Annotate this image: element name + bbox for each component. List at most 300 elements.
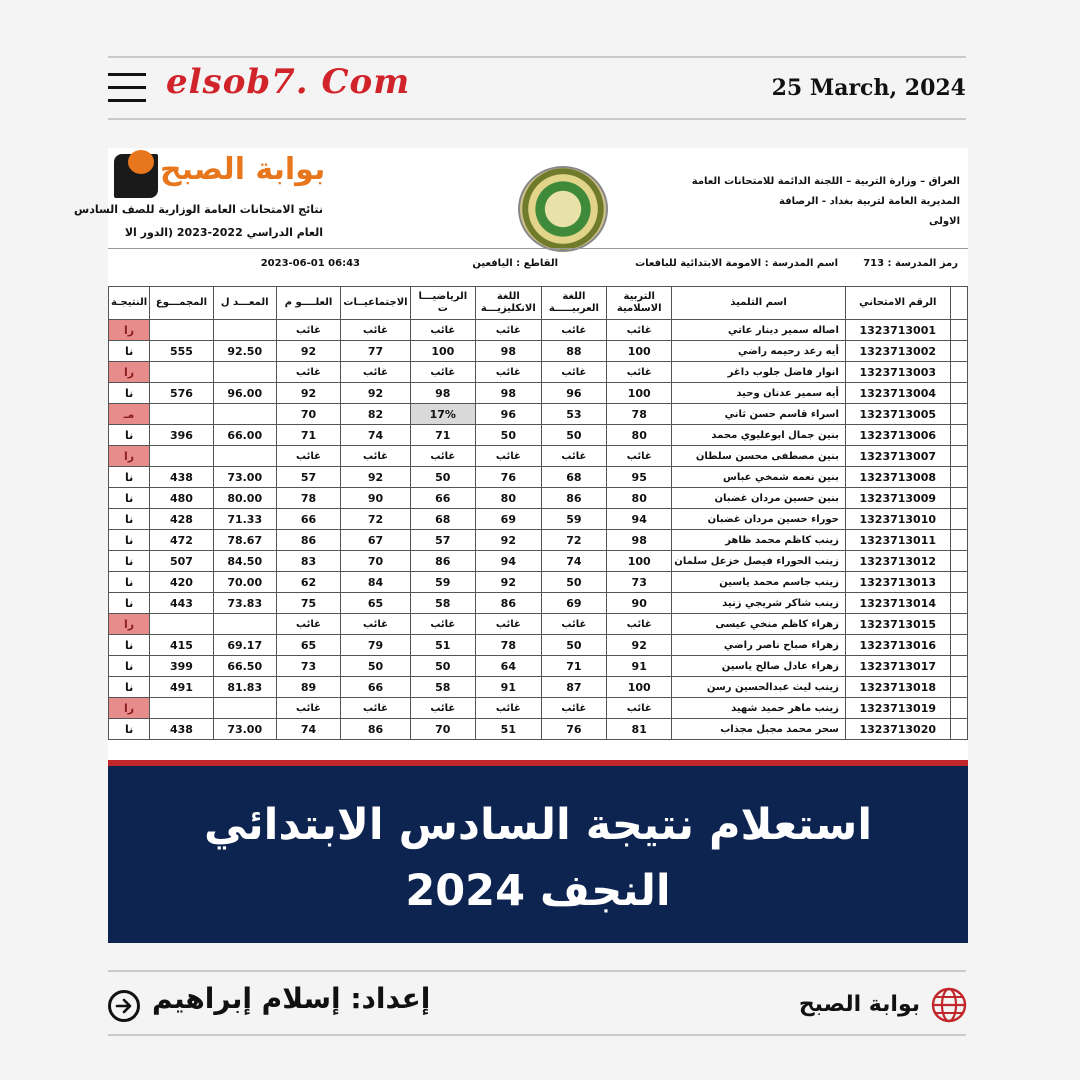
cell-id: 1323713019	[845, 698, 950, 719]
cell-total: 420	[150, 572, 214, 593]
footer-rule-bottom	[108, 1034, 966, 1036]
cell-total: 443	[150, 593, 214, 614]
cell-result: نا	[109, 572, 150, 593]
cell-english: 92	[475, 530, 541, 551]
document-divider	[108, 248, 968, 249]
cell-average: 78.67	[213, 530, 276, 551]
cell-arabic: 69	[541, 593, 606, 614]
cell-arabic: غائب	[541, 446, 606, 467]
cell-islamic: 100	[607, 551, 672, 572]
school-code: رمز المدرسة : 713	[863, 258, 958, 269]
row-edge-cell	[950, 530, 967, 551]
cell-social: 77	[341, 341, 410, 362]
site-logo	[114, 152, 326, 202]
cell-science: 70	[276, 404, 341, 425]
col-student: اسم التلميذ	[672, 287, 846, 320]
cell-english: 50	[475, 425, 541, 446]
arrow-right-circle-icon[interactable]	[108, 990, 140, 1022]
cell-name: زينب ليث عبدالحسين رسن	[672, 677, 846, 698]
cell-islamic: غائب	[607, 320, 672, 341]
cell-math: 86	[410, 551, 475, 572]
cell-result: نا	[109, 488, 150, 509]
cell-result: نا	[109, 593, 150, 614]
document-header	[74, 148, 968, 248]
cell-result: را	[109, 320, 150, 341]
cell-name: زينب ماهر حميد شهيد	[672, 698, 846, 719]
cell-id: 1323713017	[845, 656, 950, 677]
cell-arabic: 86	[541, 488, 606, 509]
cell-arabic: 96	[541, 383, 606, 404]
cell-arabic: 68	[541, 467, 606, 488]
globe-icon[interactable]	[930, 986, 968, 1024]
cell-english: غائب	[475, 698, 541, 719]
table-row	[109, 446, 968, 467]
cell-math: 98	[410, 383, 475, 404]
cell-total	[150, 614, 214, 635]
cell-math: غائب	[410, 698, 475, 719]
table-row	[109, 320, 968, 341]
cell-result: نا	[109, 635, 150, 656]
ministry-seal-icon	[518, 166, 608, 252]
cell-social: غائب	[341, 320, 410, 341]
cell-science: 92	[276, 383, 341, 404]
cell-total	[150, 362, 214, 383]
cell-name: سحر محمد مجبل مجذاب	[672, 719, 846, 740]
cell-islamic: 92	[607, 635, 672, 656]
cell-total	[150, 404, 214, 425]
cell-math: 59	[410, 572, 475, 593]
table-row	[109, 614, 968, 635]
cell-average: 96.00	[213, 383, 276, 404]
col-math: الرياضيـــا ت	[410, 287, 475, 320]
col-result: النتيجـة	[109, 287, 150, 320]
cell-social: 86	[341, 719, 410, 740]
cell-social: 66	[341, 677, 410, 698]
cell-id: 1323713015	[845, 614, 950, 635]
cell-id: 1323713011	[845, 530, 950, 551]
cell-average	[213, 446, 276, 467]
table-row	[109, 677, 968, 698]
cell-science: غائب	[276, 320, 341, 341]
cell-id: 1323713001	[845, 320, 950, 341]
cell-social: 74	[341, 425, 410, 446]
cell-science: 73	[276, 656, 341, 677]
cell-result: نا	[109, 383, 150, 404]
cell-total: 438	[150, 467, 214, 488]
cell-science: 62	[276, 572, 341, 593]
cell-id: 1323713018	[845, 677, 950, 698]
cell-total: 438	[150, 719, 214, 740]
cell-math: غائب	[410, 614, 475, 635]
cell-result: نا	[109, 656, 150, 677]
table-row	[109, 530, 968, 551]
cell-arabic: 74	[541, 551, 606, 572]
cell-social: 92	[341, 383, 410, 404]
row-edge-cell	[950, 572, 967, 593]
cell-arabic: 71	[541, 656, 606, 677]
cell-islamic: 73	[607, 572, 672, 593]
table-row	[109, 404, 968, 425]
ministry-block	[692, 172, 960, 232]
cell-total: 428	[150, 509, 214, 530]
cell-english: 76	[475, 467, 541, 488]
col-average: المعـــد ل	[213, 287, 276, 320]
cell-english: 78	[475, 635, 541, 656]
cell-name: زينب كاظم محمد ظاهر	[672, 530, 846, 551]
ministry-line: العراق – وزارة التربية – اللجنة الدائمة للامتحانات العامة	[691, 176, 960, 187]
cell-science: 65	[276, 635, 341, 656]
cell-english: غائب	[475, 320, 541, 341]
cell-social: 70	[341, 551, 410, 572]
cell-total: 491	[150, 677, 214, 698]
round-line: الاولى	[929, 216, 960, 227]
cell-result: نا	[109, 530, 150, 551]
cell-islamic: 81	[607, 719, 672, 740]
cell-social: غائب	[341, 446, 410, 467]
cell-id: 1323713005	[845, 404, 950, 425]
cell-english: 98	[475, 341, 541, 362]
cell-result: نا	[109, 467, 150, 488]
cell-result: نا	[109, 509, 150, 530]
cell-total: 480	[150, 488, 214, 509]
cell-science: 66	[276, 509, 341, 530]
cell-total: 396	[150, 425, 214, 446]
site-name[interactable]: بوابة الصبح	[798, 992, 920, 1017]
cell-result: نا	[109, 425, 150, 446]
cell-arabic: 50	[541, 425, 606, 446]
cell-science: 86	[276, 530, 341, 551]
district: القاطع : اليافعين	[472, 258, 558, 269]
cell-average: 70.00	[213, 572, 276, 593]
cell-math: 51	[410, 635, 475, 656]
cell-science: غائب	[276, 362, 341, 383]
row-edge-cell	[950, 509, 967, 530]
cell-name: بنين حسين مردان غضبان	[672, 488, 846, 509]
cell-english: 51	[475, 719, 541, 740]
cell-average	[213, 698, 276, 719]
cell-science: 74	[276, 719, 341, 740]
table-row	[109, 656, 968, 677]
cell-total: 415	[150, 635, 214, 656]
row-edge-cell	[950, 404, 967, 425]
row-edge-cell	[950, 698, 967, 719]
row-edge-cell	[950, 320, 967, 341]
cell-math: غائب	[410, 362, 475, 383]
row-edge-cell	[950, 677, 967, 698]
cell-english: 98	[475, 383, 541, 404]
cell-islamic: 94	[607, 509, 672, 530]
cell-english: 69	[475, 509, 541, 530]
cell-total: 507	[150, 551, 214, 572]
row-edge-cell	[950, 551, 967, 572]
cell-name: اصاله سمير دينار عاتي	[672, 320, 846, 341]
cell-social: غائب	[341, 698, 410, 719]
cell-arabic: 53	[541, 404, 606, 425]
col-islamic: التربية الاسلامية	[607, 287, 672, 320]
cell-islamic: 98	[607, 530, 672, 551]
cell-id: 1323713012	[845, 551, 950, 572]
cell-name: بنين مصطفى محسن سلطان	[672, 446, 846, 467]
cell-average	[213, 404, 276, 425]
cell-social: 90	[341, 488, 410, 509]
cell-arabic: 72	[541, 530, 606, 551]
footer-rule-top	[108, 970, 966, 972]
cell-islamic: 95	[607, 467, 672, 488]
cell-arabic: غائب	[541, 614, 606, 635]
cell-name: أيه رعد رحيمه راضي	[672, 341, 846, 362]
row-edge-cell	[950, 425, 967, 446]
cell-average: 73.00	[213, 467, 276, 488]
cell-id: 1323713010	[845, 509, 950, 530]
top-rule	[108, 56, 966, 58]
table-header-row	[109, 287, 968, 320]
row-edge-cell	[950, 656, 967, 677]
cell-math: 66	[410, 488, 475, 509]
cell-islamic: غائب	[607, 698, 672, 719]
print-timestamp: 06:43 2023-06-01	[260, 258, 360, 269]
cell-average: 66.00	[213, 425, 276, 446]
table-row	[109, 698, 968, 719]
cell-average: 81.83	[213, 677, 276, 698]
title-banner	[108, 760, 968, 943]
cell-science: 78	[276, 488, 341, 509]
cell-result: نا	[109, 341, 150, 362]
cell-id: 1323713016	[845, 635, 950, 656]
cell-average: 84.50	[213, 551, 276, 572]
cell-result: را	[109, 698, 150, 719]
cell-english: 96	[475, 404, 541, 425]
cell-result: را	[109, 362, 150, 383]
cell-name: أيه سمير عدنان وحيد	[672, 383, 846, 404]
col-exam-no: الرقم الامتحاني	[845, 287, 950, 320]
cell-english: غائب	[475, 614, 541, 635]
cell-social: 50	[341, 656, 410, 677]
cell-english: غائب	[475, 446, 541, 467]
cell-arabic: غائب	[541, 698, 606, 719]
cell-id: 1323713007	[845, 446, 950, 467]
header-rule	[108, 118, 966, 120]
logo-mark-icon	[114, 154, 158, 198]
cell-average: 73.83	[213, 593, 276, 614]
col-english: اللغة الانكليزيـــة	[475, 287, 541, 320]
cell-science: غائب	[276, 614, 341, 635]
cell-social: 72	[341, 509, 410, 530]
author-credit: إعداد: إسلام إبراهيم	[152, 982, 431, 1015]
cell-science: غائب	[276, 446, 341, 467]
site-brand[interactable]: elsob7. Com	[166, 62, 411, 102]
cell-islamic: 78	[607, 404, 672, 425]
cell-total: 399	[150, 656, 214, 677]
cell-name: زينب الحوراء فيصل خزعل سلمان	[672, 551, 846, 572]
document-title-line: نتائج الامتحانات العامة الوزارية للصف السادس	[74, 203, 323, 216]
cell-name: حوراء حسين مردان غضبان	[672, 509, 846, 530]
cell-math: 68	[410, 509, 475, 530]
table-row	[109, 509, 968, 530]
cell-average: 69.17	[213, 635, 276, 656]
cell-id: 1323713006	[845, 425, 950, 446]
cell-result: نا	[109, 677, 150, 698]
col-edge	[950, 287, 967, 320]
cell-result: مـ	[109, 404, 150, 425]
cell-id: 1323713013	[845, 572, 950, 593]
cell-id: 1323713008	[845, 467, 950, 488]
cell-total	[150, 320, 214, 341]
cell-name: اسراء قاسم حسن ثاني	[672, 404, 846, 425]
cell-math: 71	[410, 425, 475, 446]
cell-result: نا	[109, 719, 150, 740]
table-row	[109, 362, 968, 383]
cell-average	[213, 362, 276, 383]
cell-english: 80	[475, 488, 541, 509]
row-edge-cell	[950, 446, 967, 467]
cell-average	[213, 614, 276, 635]
col-social: الاجتماعيــات	[341, 287, 410, 320]
cell-id: 1323713002	[845, 341, 950, 362]
cell-average: 80.00	[213, 488, 276, 509]
document-year-line: العام الدراسي 2022-2023 (الدور الا	[124, 226, 323, 239]
publish-date: 25 March, 2024	[771, 75, 966, 101]
table-row	[109, 551, 968, 572]
cell-islamic: 100	[607, 677, 672, 698]
cell-english: 92	[475, 572, 541, 593]
cell-math: غائب	[410, 446, 475, 467]
cell-science: 57	[276, 467, 341, 488]
cell-social: غائب	[341, 362, 410, 383]
cell-result: نا	[109, 551, 150, 572]
cell-result: را	[109, 614, 150, 635]
cell-total: 555	[150, 341, 214, 362]
cell-arabic: 59	[541, 509, 606, 530]
cell-name: زهراء صباح ناصر راضي	[672, 635, 846, 656]
cell-arabic: غائب	[541, 320, 606, 341]
cell-islamic: 91	[607, 656, 672, 677]
cell-id: 1323713004	[845, 383, 950, 404]
cell-social: 65	[341, 593, 410, 614]
cell-science: 83	[276, 551, 341, 572]
table-row	[109, 572, 968, 593]
cell-math: 17%	[410, 404, 475, 425]
cell-total: 472	[150, 530, 214, 551]
cell-id: 1323713014	[845, 593, 950, 614]
article-title: استعلام نتيجة السادس الابتدائي النجف 2024	[203, 800, 873, 916]
grades-table	[108, 286, 968, 740]
cell-total	[150, 446, 214, 467]
cell-islamic: غائب	[607, 446, 672, 467]
cell-social: 84	[341, 572, 410, 593]
cell-math: غائب	[410, 320, 475, 341]
cell-math: 57	[410, 530, 475, 551]
cell-social: 79	[341, 635, 410, 656]
cell-name: بنين جمال ابوعليوي محمد	[672, 425, 846, 446]
cell-math: 58	[410, 593, 475, 614]
cell-social: غائب	[341, 614, 410, 635]
cell-arabic: 50	[541, 635, 606, 656]
cell-social: 92	[341, 467, 410, 488]
cell-id: 1323713020	[845, 719, 950, 740]
cell-id: 1323713009	[845, 488, 950, 509]
cell-math: 50	[410, 656, 475, 677]
cell-science: 71	[276, 425, 341, 446]
directorate-line: المديرية العامة لتربية بغداد - الرصافة	[779, 196, 960, 207]
cell-arabic: 88	[541, 341, 606, 362]
results-document-image	[74, 148, 968, 760]
table-row	[109, 635, 968, 656]
cell-name: انوار فاضل جلوب داغر	[672, 362, 846, 383]
hamburger-icon[interactable]	[108, 73, 146, 103]
cell-science: غائب	[276, 698, 341, 719]
cell-average: 92.50	[213, 341, 276, 362]
row-edge-cell	[950, 488, 967, 509]
cell-social: 82	[341, 404, 410, 425]
cell-science: 92	[276, 341, 341, 362]
cell-average: 73.00	[213, 719, 276, 740]
cell-english: 86	[475, 593, 541, 614]
cell-islamic: غائب	[607, 362, 672, 383]
row-edge-cell	[950, 614, 967, 635]
table-row	[109, 425, 968, 446]
cell-name: زهراء عادل صالح ياسين	[672, 656, 846, 677]
cell-total	[150, 698, 214, 719]
cell-name: بنين نعمه شمخي عباس	[672, 467, 846, 488]
cell-average: 66.50	[213, 656, 276, 677]
cell-math: 100	[410, 341, 475, 362]
cell-islamic: غائب	[607, 614, 672, 635]
table-row	[109, 719, 968, 740]
cell-islamic: 80	[607, 425, 672, 446]
cell-total: 576	[150, 383, 214, 404]
cell-name: زهراء كاظم منخي عيسى	[672, 614, 846, 635]
cell-social: 67	[341, 530, 410, 551]
table-row	[109, 467, 968, 488]
cell-science: 89	[276, 677, 341, 698]
cell-islamic: 100	[607, 341, 672, 362]
table-row	[109, 341, 968, 362]
row-edge-cell	[950, 362, 967, 383]
cell-id: 1323713003	[845, 362, 950, 383]
col-total: المجمـــوع	[150, 287, 214, 320]
cell-name: زينب شاكر شريجي زنيد	[672, 593, 846, 614]
row-edge-cell	[950, 635, 967, 656]
cell-average: 71.33	[213, 509, 276, 530]
row-edge-cell	[950, 467, 967, 488]
row-edge-cell	[950, 383, 967, 404]
cell-islamic: 80	[607, 488, 672, 509]
cell-english: 64	[475, 656, 541, 677]
cell-math: 50	[410, 467, 475, 488]
cell-average	[213, 320, 276, 341]
cell-result: را	[109, 446, 150, 467]
cell-arabic: 87	[541, 677, 606, 698]
table-row	[109, 383, 968, 404]
cell-arabic: 76	[541, 719, 606, 740]
school-name: اسم المدرسة : الامومة الابتدائية للبافعات	[635, 258, 838, 269]
cell-islamic: 100	[607, 383, 672, 404]
table-row	[109, 593, 968, 614]
col-arabic: اللغة العربيـــــة	[541, 287, 606, 320]
cell-math: 58	[410, 677, 475, 698]
cell-english: 91	[475, 677, 541, 698]
row-edge-cell	[950, 719, 967, 740]
banner-accent-stripe	[108, 760, 968, 766]
document-title-block	[74, 198, 323, 244]
cell-arabic: غائب	[541, 362, 606, 383]
cell-math: 70	[410, 719, 475, 740]
row-edge-cell	[950, 593, 967, 614]
table-row	[109, 488, 968, 509]
cell-islamic: 90	[607, 593, 672, 614]
logo-text: بوابة الصبح	[160, 152, 326, 187]
col-science: العلــــو م	[276, 287, 341, 320]
